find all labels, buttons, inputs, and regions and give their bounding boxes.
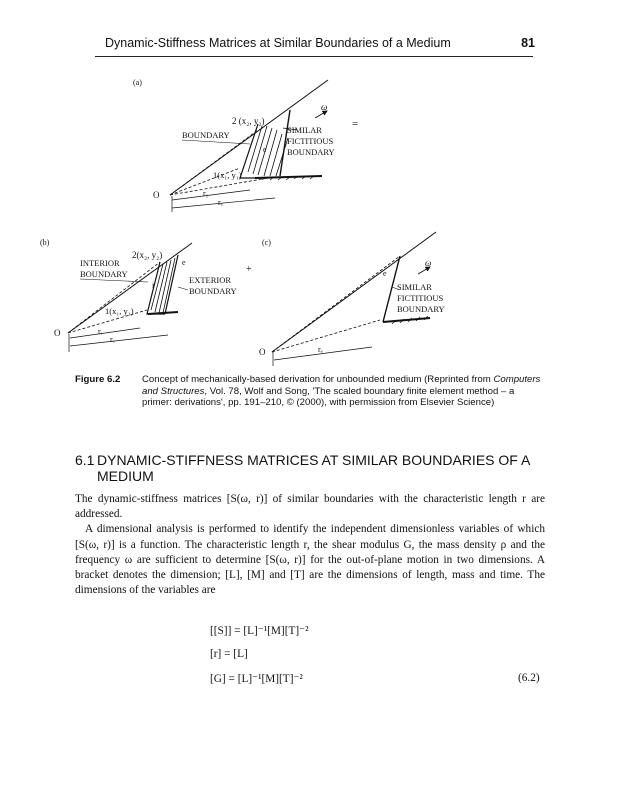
panel-b-node-e: e <box>182 258 186 267</box>
caption-label: Figure 6.2 <box>75 374 121 385</box>
panel-c-dim-re <box>274 347 372 360</box>
panel-b <box>40 238 252 352</box>
caption-text <box>142 374 545 409</box>
panel-c-similar-1: SIMILAR <box>397 282 432 292</box>
panel-a-r: r₁ <box>203 189 209 198</box>
panel-c-omega-arrow <box>418 267 430 274</box>
panel-b-label: (b) <box>40 238 50 247</box>
panel-a-boundary-label: BOUNDARY <box>182 130 230 140</box>
paragraph-1: The dynamic-stiffness matrices [S(ω, r)] of similar boundaries with the characteristic length r are addressed. <box>75 493 545 521</box>
panel-a-origin: O <box>153 190 160 200</box>
equation-number: (6.2) <box>518 672 540 684</box>
panel-c-omega: ω <box>425 258 432 268</box>
panel-b-origin: O <box>54 328 61 338</box>
panel-b-exterior-1: EXTERIOR <box>189 275 232 285</box>
panel-b-re: rₑ <box>110 335 115 344</box>
panel-c-base <box>383 318 430 322</box>
panel-a-boundary-leader <box>182 140 250 144</box>
panel-c-re: rₑ <box>318 345 323 354</box>
section-number: 6.1 <box>75 452 95 468</box>
section-title: DYNAMIC-STIFFNESS MATRICES AT SIMILAR BOUNDARIES OF A MEDIUM <box>97 452 530 484</box>
panel-c-radial-2 <box>272 320 380 352</box>
panel-a-omega: ω <box>321 102 328 112</box>
paragraph-2: A dimensional analysis is performed to identify the independent dimensionless variables of which [S(ω, r)] is a function. The characteristic length r, the shear modulus G, the mass density ρ and the frequency ω are sufficient to determine [S(ω, r)] for the out-of-plane motion in two dimensions. A bracket denotes the dimension; [L], [M] and [T] are the dimensions of length, mass and time. The dimensions of the variables are <box>75 523 545 597</box>
panel-b-ray <box>68 243 192 333</box>
body-text <box>75 492 545 598</box>
panel-b-point1: 1(x₁, y₁) <box>105 306 134 316</box>
panel-b-point2: 2(x₂, y₂) <box>132 250 163 260</box>
panel-b-exterior-leader <box>178 287 188 290</box>
header-title: Dynamic-Stiffness Matrices at Similar Boundaries of a Medium <box>105 36 451 50</box>
panel-b-exterior-2: BOUNDARY <box>189 286 237 296</box>
panel-a-similar-2: FICTITIOUS <box>287 136 334 146</box>
caption-pre: Concept of mechanically-based derivation for unbounded medium (Reprinted from <box>142 374 494 385</box>
panel-a-equals: = <box>352 118 359 130</box>
panel-c-similar-3: BOUNDARY <box>397 304 445 314</box>
panel-a-radial-3 <box>170 178 268 195</box>
panel-b-dim-re <box>70 335 168 346</box>
panel-b-node-i: i <box>152 281 155 290</box>
figure-caption <box>75 374 545 409</box>
panel-a-dim-r <box>172 190 250 200</box>
equation-2: [r] = [L] <box>210 648 248 660</box>
panel-a-node-e: e <box>263 145 267 154</box>
panel-b-r: rᵢ <box>98 327 102 336</box>
page-number: 81 <box>521 36 535 50</box>
panel-c-origin: O <box>259 347 266 357</box>
panel-a <box>133 78 358 212</box>
panel-a-re: rₑ <box>218 198 223 207</box>
panel-a-label: (a) <box>133 78 142 87</box>
panel-b-base <box>148 312 178 314</box>
caption-journal: Computers and Structures <box>142 374 541 397</box>
panel-a-similar-3: BOUNDARY <box>287 147 335 157</box>
caption-post: , Vol. 78, Wolf and Song, 'The scaled boundary finite element method – a primer: derivations', pp. 191–210, © (2000), with permission from Elsevier Science) <box>142 385 515 409</box>
panel-a-dim-re <box>172 198 275 208</box>
equation-1: [[S]] = [L]⁻¹[M][T]⁻² <box>210 625 309 637</box>
panel-b-plus: + <box>246 264 252 275</box>
panel-c <box>259 232 445 366</box>
panel-c-node-e: e <box>383 269 387 278</box>
panel-b-interior-2: BOUNDARY <box>80 269 128 279</box>
panel-b-interior-1: INTERIOR <box>80 258 120 268</box>
panel-a-similar-1: SIMILAR <box>287 125 322 135</box>
panel-c-label: (c) <box>262 238 271 247</box>
panel-c-similar-2: FICTITIOUS <box>397 293 444 303</box>
panel-a-point1: 1(x₁, y₁) <box>213 170 242 180</box>
panel-a-omega-arrow <box>315 111 327 118</box>
section-heading <box>75 452 545 484</box>
panel-a-point2: 2 (x₂, y₂) <box>232 116 265 126</box>
equation-3: [G] = [L]⁻¹[M][T]⁻² <box>210 673 303 685</box>
